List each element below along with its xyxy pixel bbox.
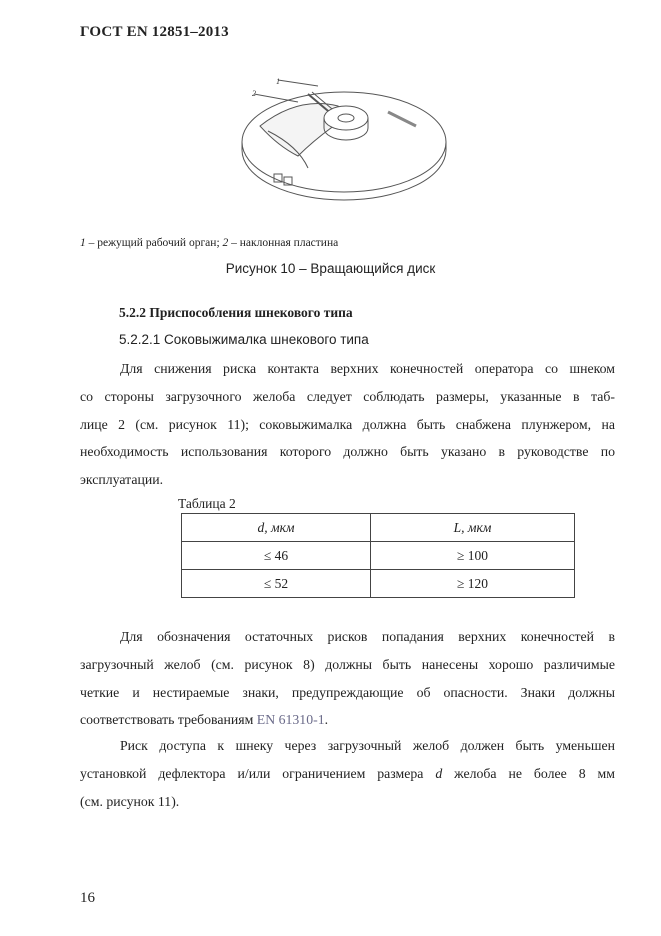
- callout-1: 1: [276, 77, 280, 86]
- table-header-row: [182, 514, 575, 542]
- table-header-l: L, мкм: [371, 514, 575, 542]
- table-row: [182, 570, 575, 598]
- table-row: [182, 542, 575, 570]
- rotating-disc-figure: [238, 76, 450, 202]
- paragraph-juicer-dimensions: Для снижения риска контакта верхних конечностей оператора со шнеком со стороны загрузочного желоба следует соблюдать размеры, указанные в таб- лице 2 (см. рисунок 11); соковыжималка должна быть снабжена плунжером, на необходимость использования которого должно быть указано в руководстве по эксплуатации.: [80, 361, 615, 488]
- figure-legend: 1 – режущий рабочий орган; 2 – наклонная пластина: [80, 237, 339, 249]
- table-cell: ≥ 100: [371, 542, 575, 570]
- section-heading: 5.2.2 Приспособления шнекового типа: [119, 305, 353, 320]
- table-caption: Таблица 2: [178, 496, 236, 511]
- table-header-d: d, мкм: [182, 514, 371, 542]
- table-cell: ≤ 46: [182, 542, 371, 570]
- document-header: ГОСТ EN 12851–2013: [80, 24, 229, 40]
- dimensions-table: [181, 513, 575, 598]
- paragraph-auger-access: Риск доступа к шнеку через загрузочный желоб должен быть уменьшен установкой дефлектора и/или ограничением размера d желоба не более 8 мм (см. рисунок 11).: [80, 738, 615, 809]
- figure-caption: Рисунок 10 – Вращающийся диск: [225, 261, 436, 276]
- standard-reference-link[interactable]: EN 61310-1: [256, 712, 325, 728]
- paragraph-warning-signs: Для обозначения остаточных рисков попадания верхних конечностей в загрузочный желоб (см. рисунок 8) должны быть нанесены хорошо различимые четкие и нестираемые знаки, предупреждающие об опасности. Знаки должны соответствовать требованиям EN 61310-1.: [80, 629, 615, 728]
- table-cell: ≥ 120: [371, 570, 575, 598]
- subsection-heading: 5.2.2.1 Соковыжималка шнекового типа: [119, 332, 369, 347]
- table-cell: ≤ 52: [182, 570, 371, 598]
- page-number: 16: [80, 890, 95, 906]
- callout-2: 2: [252, 89, 256, 98]
